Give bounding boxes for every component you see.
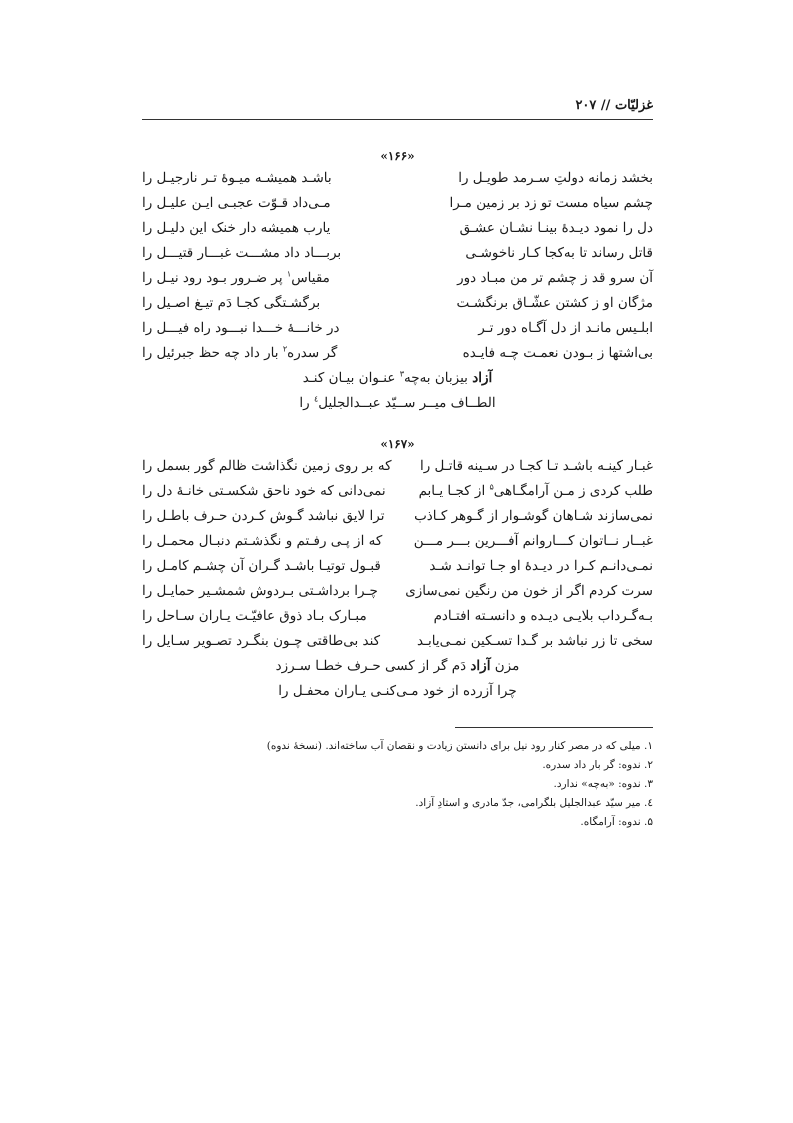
hemistich-first: بخشد زمانه دولتِ سـرمد طویـل را: [458, 170, 653, 186]
final-text: الطــاف میــر ســیّد عبــدالجلیل: [318, 395, 496, 411]
pen-name: آزاد: [472, 370, 493, 386]
hemistich-first: ابلـیس مانـد از دل آگـاه دور تـر: [478, 320, 653, 336]
couplet: [142, 629, 653, 654]
couplet: [142, 604, 653, 629]
poem-number: «۱۶۶»: [380, 149, 415, 163]
header-rule: [142, 119, 653, 120]
footnote-ref[interactable]: ٤: [313, 394, 319, 404]
hemistich-first: غبــار نــاتوان کـــاروانم آفـــرین بـــر مـــن: [413, 533, 653, 549]
final-line: چرا آزرده از خود مـی‌کنـی یـاران محفـل را: [278, 683, 517, 699]
final-line: [303, 366, 493, 391]
couplet: [142, 529, 653, 554]
couplet: [142, 454, 653, 479]
hemistich-text: بار داد چه حظ جبرئیل را: [142, 345, 283, 361]
hemistich-second: که بر روی زمین نگذاشت ظالم گور بسمل را: [142, 458, 392, 474]
footnote: ۱. میلی که در مصر کنار رود نیل برای دانستن زیادت و نقصان آب ساخته‌اند. (نسخهٔ ندوه): [266, 740, 653, 752]
hemistich-second: در خانـــهٔ خـــدا نبـــود راه فیـــل را: [142, 320, 340, 336]
final-couplet: [142, 366, 653, 416]
footnote-ref[interactable]: ۱: [286, 269, 292, 279]
hemistich-first: غبـار کینـه باشـد تـا کجـا در سـینه قاتـل را: [419, 458, 653, 474]
couplet: [142, 191, 653, 216]
couplet: [142, 291, 653, 316]
footnote-separator: [455, 727, 653, 728]
couplet: [142, 241, 653, 266]
hemistich-second: که از پـی رفـتم و نگذشـتم دنبـال محمـل را: [142, 533, 383, 549]
hemistich-second: [142, 266, 330, 291]
couplet: [142, 504, 653, 529]
final-text: را: [299, 395, 314, 411]
hemistich-text: مقیاس: [291, 270, 330, 286]
hemistich-first: سخی تا زر نباشد بر گـدا تسـکین نمـی‌یابـد: [417, 633, 653, 649]
final-text: بیزبان به‌چه: [403, 370, 473, 386]
footnote: ۵. ندوه: آرامگاه.: [580, 816, 653, 828]
poem-167: [142, 434, 653, 704]
hemistich-second: نمی‌دانی که خود ناحق شکسـتی خانـهٔ دل را: [142, 483, 386, 499]
hemistich-second: قبـول توتیـا باشـد گـران آن چشـم کامـل را: [142, 558, 381, 574]
hemistich-second: کند بی‌طاقتی چـون بنگـرد تصـویر سـایل را: [142, 633, 381, 649]
hemistich-first: سرت کردم اگر از خون من رنگین نمی‌سازی: [405, 583, 653, 599]
footnote: ۲. ندوه: گر بار داد سدره.: [542, 759, 653, 771]
hemistich-second: چـرا برداشـتی بـردوش شمشـیر حمایـل را: [142, 583, 378, 599]
hemistich-first: بی‌اشتها ز بـودن نعمـت چـه فایـده: [462, 345, 653, 361]
hemistich-first: بـه‌گـرداب بلایـی دیـده و دانسـته افتـادم: [433, 608, 653, 624]
hemistich-first: نمـی‌دانـم کـرا در دیـدهٔ او جـا توانـد شـد: [429, 558, 653, 574]
footnote-ref[interactable]: ۲: [282, 344, 288, 354]
footnotes: [142, 737, 653, 832]
final-text: عنـوان بیـان کنـد: [302, 370, 400, 386]
hemistich-second: [142, 341, 337, 366]
hemistich-second: مـی‌داد قـوّت عجبـی ایـن علیـل را: [142, 195, 331, 211]
couplet: [142, 266, 653, 291]
couplet: [142, 579, 653, 604]
final-line: [276, 654, 520, 679]
hemistich-first: قاتل رساند تا به‌کجا کـار ناخوشـی: [465, 245, 653, 261]
hemistich-text: پر ضـرور بـود رود نیـل را: [142, 270, 287, 286]
poem-166: [142, 146, 653, 416]
poem-number: «۱۶۷»: [380, 437, 415, 451]
header-title: غزلیّات // ۲۰۷: [575, 98, 653, 113]
hemistich-text: از کجـا یـابم: [418, 483, 490, 499]
couplet: [142, 166, 653, 191]
couplet: [142, 554, 653, 579]
footnote-ref[interactable]: ۵: [489, 482, 494, 492]
hemistich-second: بربـــاد داد مشـــت غبـــار قتیـــل را: [142, 245, 342, 261]
final-line: [299, 391, 495, 416]
hemistich-second: برگشـتگی کجـا دَم تیـغ اصـیل را: [142, 295, 321, 311]
pen-name: آزاد: [470, 658, 491, 674]
footnote: ٤. میر سیّد عبدالجلیل بلگرامی، جدّ مادری و استادِ آزاد.: [415, 797, 653, 809]
hemistich-second: یارب همیشه دار خنک این دلیـل را: [142, 220, 331, 236]
footnote-ref[interactable]: ۳: [399, 369, 404, 379]
final-text: دَم گر از کسی حـرف خطـا سـرزد: [275, 658, 471, 674]
hemistich-first: دل را نمود دیـدهٔ بینـا نشـان عشـق: [459, 220, 653, 236]
couplet: [142, 341, 653, 366]
hemistich-first: [419, 479, 653, 504]
hemistich-second: مبـارک بـاد ذوق عافیّـت یـاران سـاحل را: [142, 608, 367, 624]
hemistich-second: باشـد همیشـه میـوهٔ تـر نارجیـل را: [142, 170, 332, 186]
hemistich-second: ترا لایق نباشد گـوش کـردن حـرف باطـل را: [142, 508, 385, 524]
hemistich-text: گر سدره: [287, 345, 338, 361]
hemistich-first: چشم سیاه مست تو زد بر زمین مـرا: [449, 195, 653, 211]
final-text: مزن: [490, 658, 520, 674]
hemistich-text: طلب کردی ز مـن آرامگـاهی: [493, 483, 653, 499]
footnote: ۳. ندوه: «به‌چه» ندارد.: [553, 778, 653, 790]
hemistich-first: نمی‌سازند شـاهان گوشـوار از گـوهر کـاذب: [414, 508, 653, 524]
hemistich-first: مژگان او ز کشتن عشّـاق برنگشـت: [456, 295, 653, 311]
hemistich-first: آن سرو قد ز چشم تر من مبـاد دور: [457, 270, 653, 286]
final-couplet: [142, 654, 653, 704]
couplet: [142, 479, 653, 504]
couplet: [142, 216, 653, 241]
running-header: [142, 96, 653, 120]
couplet: [142, 316, 653, 341]
